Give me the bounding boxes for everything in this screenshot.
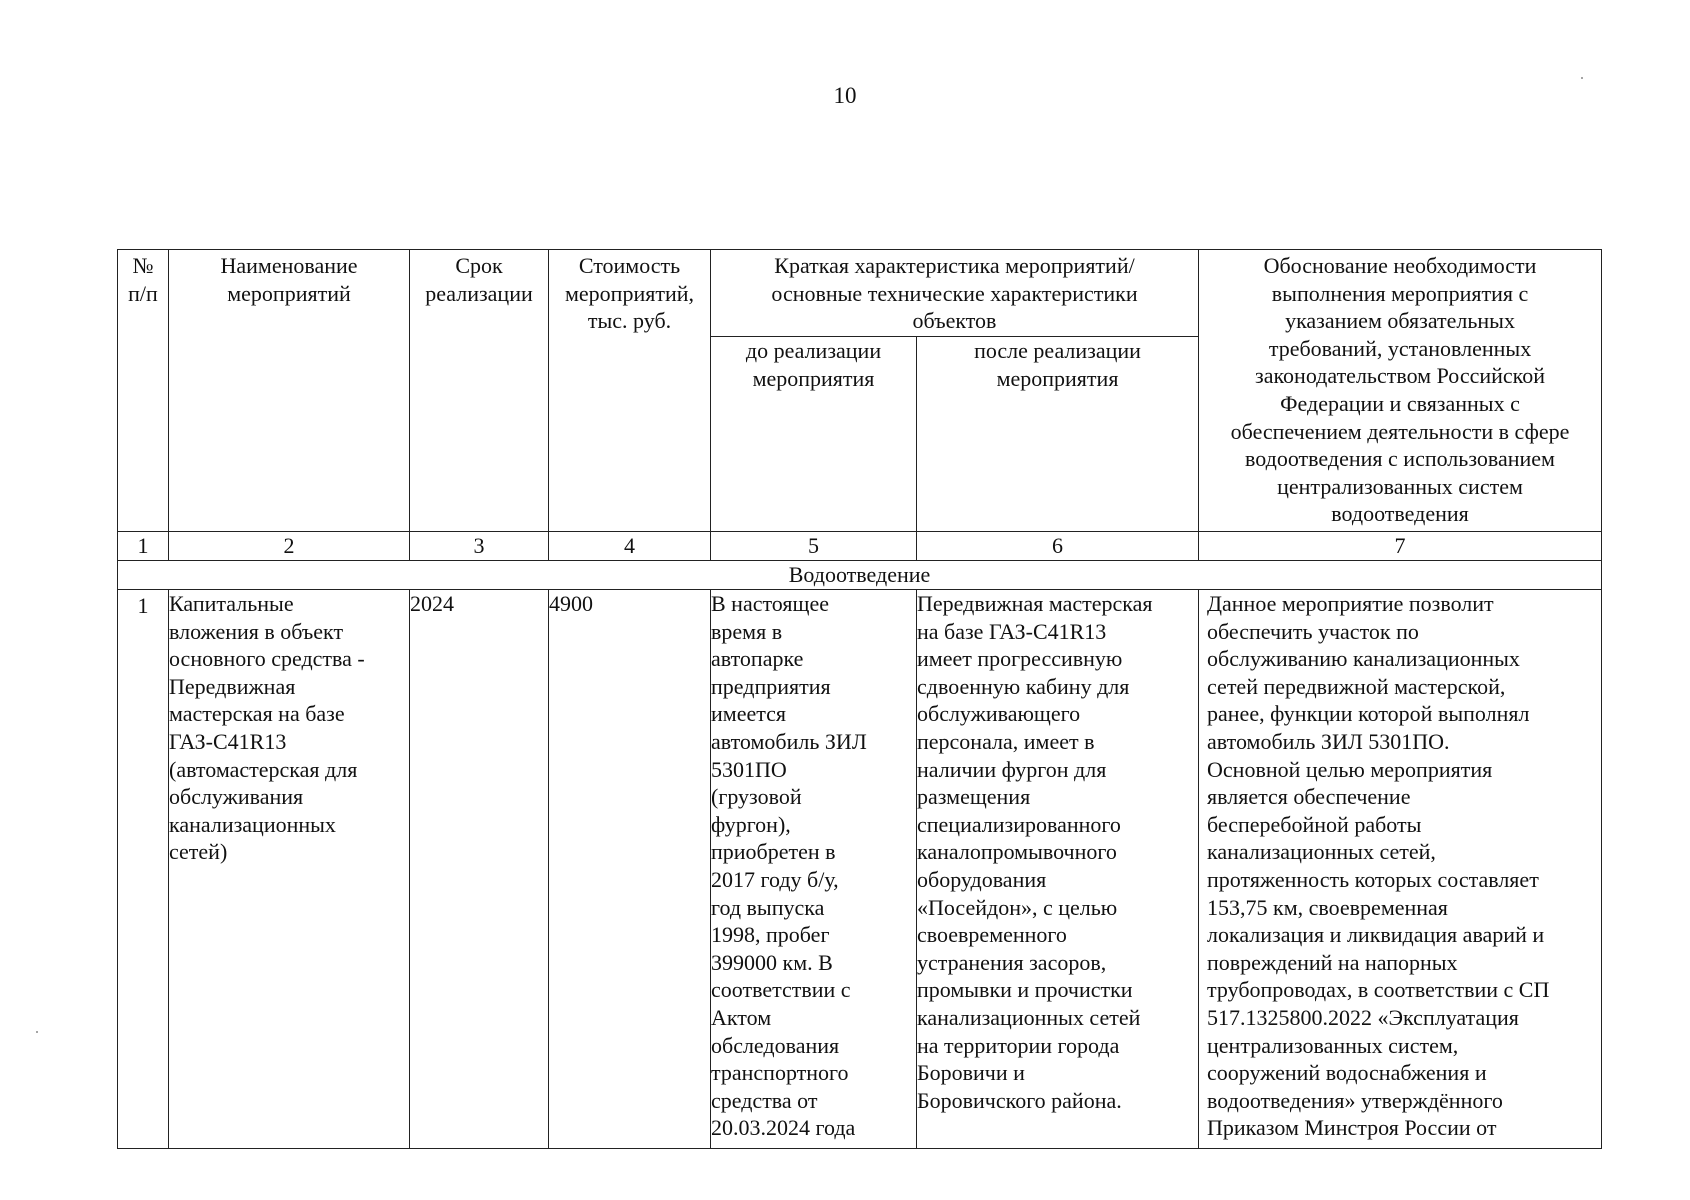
column-number-cell: 1 <box>118 532 169 561</box>
header-col-name <box>169 250 410 532</box>
header-col-cost <box>549 250 711 532</box>
scan-speck <box>36 1031 38 1033</box>
page-number: 10 <box>833 83 857 108</box>
column-number-cell: 5 <box>711 532 917 561</box>
header-col-characteristics <box>711 250 1199 337</box>
row-after-text: Передвижная мастерская на базе ГАЗ-С41R13 имеет прогрессивную сдвоенную кабину для обслуживающего персонала, имеет в наличии фургон для размещения специализированного каналопромывочного оборудования «Посейдон», с целью своевременного устранения засоров, промывки и прочистки канализационных сетей на территории города Боровичи и Боровичского района. <box>917 591 1153 1113</box>
header-col-after <box>917 337 1199 532</box>
header-col-before <box>711 337 917 532</box>
section-title: Водоотведение <box>118 561 1602 590</box>
header-col-number <box>118 250 169 532</box>
row-name <box>169 590 410 1149</box>
row-justification-text: Данное мероприятие позволит обеспечить участок по обслуживанию канализационных сетей передвижной мастерской, ранее, функции которой выполнял автомобиль ЗИЛ 5301ПО. Основной целью мероприятия является обеспечение бесперебойной работы канализационных сетей, протяженность которых составляет 153,75 км, своевременная локализация и ликвидация аварий и повреждений на напорных трубопроводах, в соответствии с СП 517.1325800.2022 «Эксплуатация централизованных систем, сооружений водоснабжения и водоотведения» утверждённого Приказом Минстроя России от <box>1207 591 1550 1141</box>
column-numbers-row <box>118 532 1602 561</box>
row-name-text: Капитальные вложения в объект основного средства - Передвижная мастерская на базе ГАЗ-С41R13 (автомастерская для обслуживания канализационных сетей) <box>169 591 365 865</box>
row-cost: 4900 <box>549 590 711 1149</box>
column-number-cell: 6 <box>917 532 1199 561</box>
row-number: 1 <box>118 590 169 1149</box>
column-number-cell: 4 <box>549 532 711 561</box>
row-before-text: В настоящее время в автопарке предприятия имеется автомобиль ЗИЛ 5301ПО (грузовой фургон), приобретен в 2017 году б/у, год выпуска 1998, пробег 399000 км. В соответствии с Актом обследования транспортного средства от 20.03.2024 года <box>711 591 867 1141</box>
row-before <box>711 590 917 1149</box>
column-number-cell: 3 <box>410 532 549 561</box>
table-row <box>118 590 1602 1149</box>
header-col-number-text: № п/п <box>128 253 158 306</box>
column-number-cell: 7 <box>1199 532 1602 561</box>
header-col-justification-text: Обоснование необходимости выполнения мероприятия с указанием обязательных требований, установленных законодательством Российской Федерации и связанных с обеспечением деятельности в сфере водоотведения с использованием централизованных систем водоотведения <box>1230 253 1570 527</box>
header-col-term-text: Срок реализации <box>425 253 533 306</box>
section-row <box>118 561 1602 590</box>
column-number-cell: 2 <box>169 532 410 561</box>
scan-speck <box>1581 77 1583 79</box>
header-col-characteristics-text: Краткая характеристика мероприятий/ основные технические характеристики объектов <box>771 253 1138 334</box>
header-col-before-text: до реализации мероприятия <box>745 338 882 391</box>
header-col-name-text: Наименование мероприятий <box>220 253 358 306</box>
row-justification <box>1199 590 1602 1149</box>
header-col-justification <box>1199 250 1602 532</box>
header-col-cost-text: Стоимость мероприятий, тыс. руб. <box>564 253 694 334</box>
measures-table <box>117 249 1602 1149</box>
header-row-top <box>118 250 1602 337</box>
row-after <box>917 590 1199 1149</box>
row-term: 2024 <box>410 590 549 1149</box>
header-col-term <box>410 250 549 532</box>
header-col-after-text: после реализации мероприятия <box>974 338 1141 391</box>
